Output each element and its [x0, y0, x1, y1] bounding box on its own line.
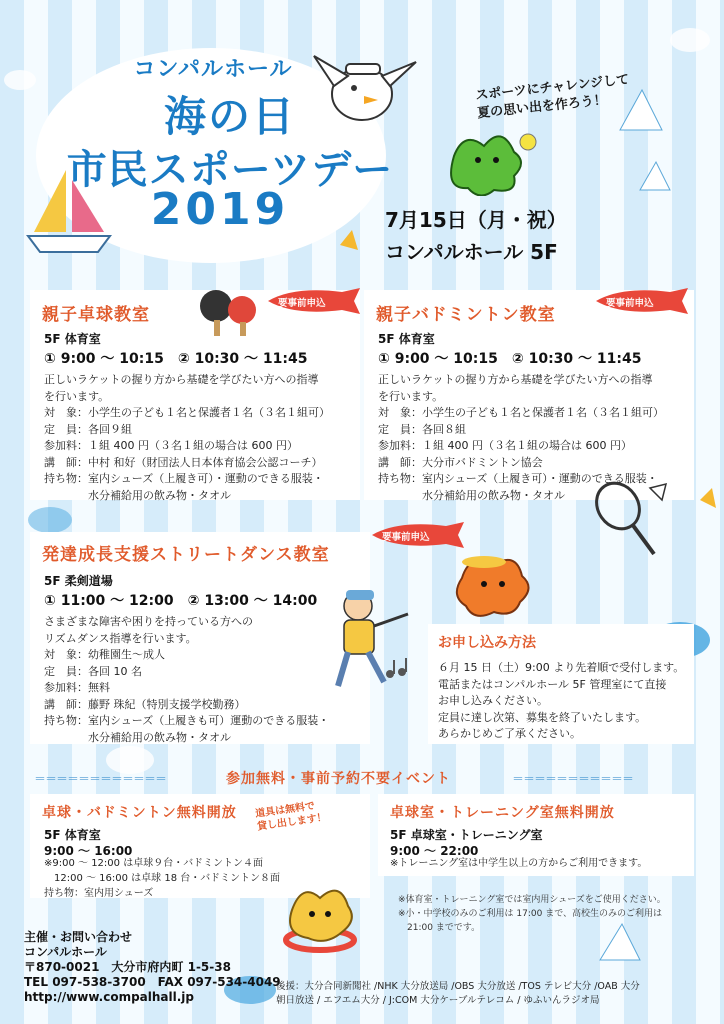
mascot-orange-icon: [448, 548, 534, 618]
banner-dashes-left: ＝＝＝＝＝＝＝＝＝＝＝＝: [34, 772, 167, 786]
event-date: 7月15日（月・祝）: [385, 208, 567, 232]
handnote-equipment: 道具は無料で 貸し出します！: [254, 800, 328, 833]
badminton-room: 5F 体育室: [378, 332, 435, 346]
mascot-yellow-icon: [280, 884, 360, 954]
dance-times: ① 11:00 〜 12:00 ② 13:00 〜 14:00: [44, 593, 318, 609]
mascot-green-icon: [444, 126, 540, 196]
reservation-badge-label: 要事前申込: [382, 532, 430, 543]
tagline: スポーツにチャレンジして 夏の思い出を作ろう！: [474, 72, 630, 122]
apply-title: お申し込み方法: [438, 635, 536, 651]
training-time: 9:00 〜 22:00: [390, 844, 479, 858]
open-gym-details: ※9:00 〜 12:00 は卓球９台・バドミントン４面 12:00 〜 16:00 は卓球 18 台・バドミントン８面 持ち物：室内用シューズ: [44, 858, 281, 899]
open-gym-title: 卓球・バドミントン無料開放: [42, 805, 237, 821]
open-gym-time: 9:00 〜 16:00: [44, 844, 133, 858]
banner-dashes-right: ＝＝＝＝＝＝＝＝＝＝＝: [512, 772, 634, 786]
badminton-racket-icon: [592, 480, 672, 560]
dance-title: 発達成長支援ストリートダンス教室: [42, 545, 330, 565]
dance-room: 5F 柔剣道場: [44, 574, 113, 588]
training-details: ※トレーニング室は中学生以上の方からご利用できます。: [390, 858, 648, 869]
apply-details: ６月 15 日（土）9:00 より先着順で受付します。 電話またはコンパルホール 5F 管理室にて直接 お申し込みください。 定員に達し次第、募集を終了いたします。 あらかじめご了承ください。: [438, 661, 685, 740]
title-line-2: 市民スポーツデー: [66, 147, 394, 193]
table-tennis-title: 親子卓球教室: [42, 305, 150, 325]
facility-notes: ※体育室・トレーニング室では室内用シューズをご使用ください。 ※小・中学校のみのご利用は 17:00 まで、高校生のみのご利用は 21:00 までです。: [398, 895, 666, 933]
dance-details: さまざまな障害や困りを持っている方への リズムダンス指導を行います。 対 象：幼稚園生〜成人 定 員：各回 10 名 参加料：無料 講 師：藤野 珠紀（特別支援学校勤務） 持ち物：室内シューズ（上履きも可）運動のできる服装・ 水分補給用の飲み物・タオル: [44, 615, 330, 744]
reservation-badge-label: 要事前申込: [278, 298, 326, 309]
badminton-times: ① 9:00 〜 10:15 ② 10:30 〜 11:45: [378, 351, 642, 367]
reservation-badge-label: 要事前申込: [606, 298, 654, 309]
open-gym-room: 5F 体育室: [44, 828, 101, 842]
badminton-title: 親子バドミントン教室: [376, 305, 556, 325]
training-room: 5F 卓球室・トレーニング室: [390, 828, 543, 842]
table-tennis-details: 正しいラケットの握り方から基礎を学びたい方への指導 を行います。 対 象：小学生の子ども１名と保護者１名（３名１組可） 定 員：各回９組 参加料：１組 400 円（３名１組の場合は 600 円） 講 師：中村 和好（財団法人日本体育協会公認コーチ） 持ち物：室内シューズ（上履き可）・運動のできる服装・ 水分補給用の飲み物・タオル: [44, 373, 330, 502]
sponsors: 後援：大分合同新聞社 /NHK 大分放送局 /OBS 大分放送 /TOS テレビ大分 /OAB 大分 朝日放送 / エフエム大分 / J:COM 大分ケーブルテレコム / ゆふいんラジオ局: [276, 981, 640, 1006]
title-line-1: 海の日: [163, 92, 296, 141]
title-year: 2019: [150, 184, 290, 235]
table-tennis-paddle-icon: [196, 286, 268, 342]
table-tennis-times: ① 9:00 〜 10:15 ② 10:30 〜 11:45: [44, 351, 308, 367]
free-events-banner: 参加無料・事前予約不要イベント: [226, 771, 451, 787]
badminton-details: 正しいラケットの握り方から基礎を学びたい方への指導 を行います。 対 象：小学生の子ども１名と保護者１名（３名１組可） 定 員：各回８組 参加料：１組 400 円（３名１組の場合は 600 円） 講 師：大分市バドミントン協会 持ち物：室内シューズ（上履き可）・運動のできる服装・ 水分補給用の飲み物・タオル: [378, 373, 664, 502]
training-title: 卓球室・トレーニング室無料開放: [390, 805, 615, 821]
table-tennis-room: 5F 体育室: [44, 332, 101, 346]
music-note-icon: [384, 656, 408, 680]
title-kicker: コンパルホール: [133, 57, 293, 82]
contact-info: 主催・お問い合わせ コンパルホール 〒870-0021 大分市府内町 1-5-38 TEL 097-538-3700 FAX 097-534-4049 http://www.compalhall.jp: [24, 930, 281, 1004]
event-venue: コンパルホール 5F: [385, 240, 558, 264]
